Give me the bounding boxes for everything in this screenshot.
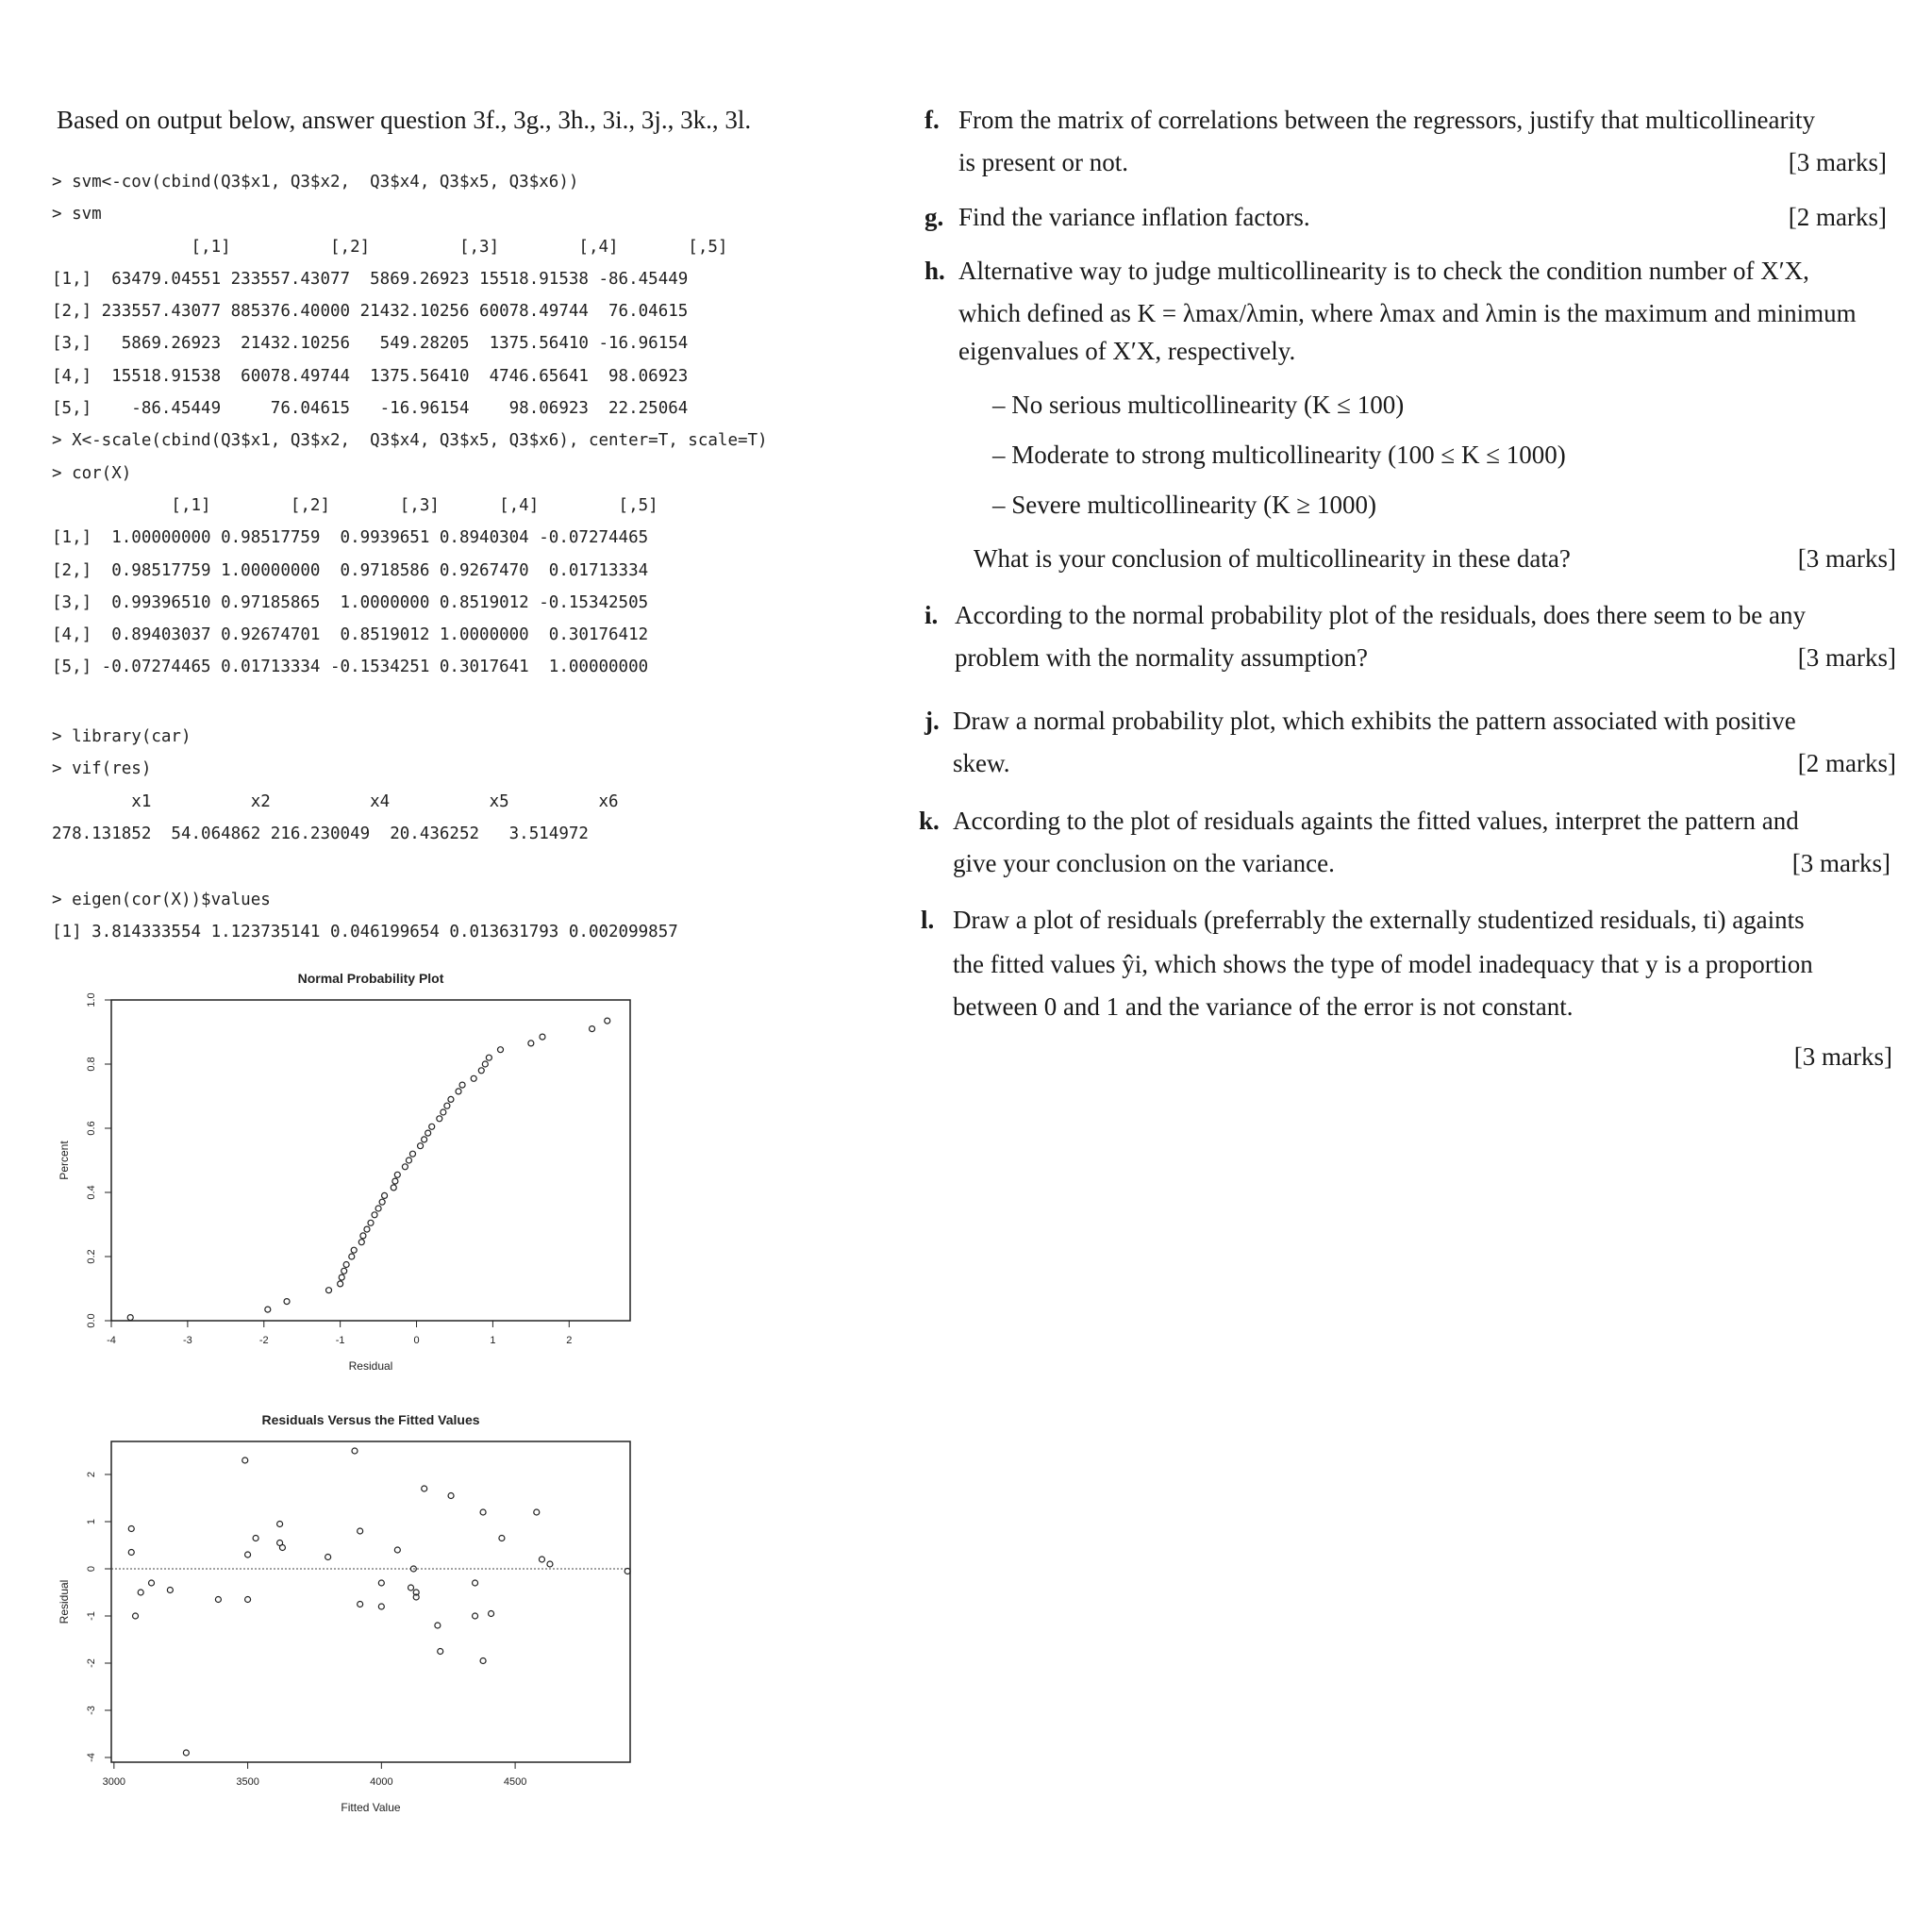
marks-badge: [3 marks] [1797,643,1896,672]
data-point [378,1604,384,1609]
code-eigen-output [52,884,678,949]
question-line: According to the plot of residuals againts the fitted values, interpret the pattern and [953,807,1799,835]
data-point [351,1247,357,1253]
data-point [133,1613,139,1619]
code-line: [3,] 5869.26923 21432.10256 549.28205 1375.56410 -16.96154 [52,334,689,354]
data-point [459,1082,465,1088]
code-line: [1,] 63479.04551 233557.43077 5869.26923 15518.91538 -86.45449 [52,269,689,289]
data-point [605,1018,610,1024]
data-point [528,1041,534,1046]
code-line: > svm [52,205,102,225]
y-tick-label: 2 [86,1471,97,1478]
code-line: > library(car) [52,727,192,746]
question-line: Find the variance inflation factors. [958,203,1310,231]
data-point [480,1658,486,1664]
plot-frame [111,1441,630,1762]
x-tick-label: 3000 [102,1776,126,1788]
question-j [924,700,1906,794]
multicollinearity-criteria [992,384,1566,534]
y-tick-label: 0 [86,1565,97,1573]
question-line: From the matrix of correlations between the regressors, justify that multicollinearity [958,106,1816,134]
criterion-item: – Severe multicollinearity (K ≥ 1000) [992,491,1376,519]
code-line: [1,] 1.00000000 0.98517759 0.9939651 0.8940304 -0.07274465 [52,528,649,548]
x-axis-label: Fitted Value [341,1801,401,1814]
x-tick-label: 0 [413,1335,420,1346]
data-point [394,1547,400,1553]
code-cov-output [52,166,768,684]
question-line: Draw a normal probability plot, which exhibits the pattern associated with positive [953,707,1796,735]
question-line: According to the normal probability plot of the residuals, does there seem to be any [955,601,1807,629]
data-point [406,1158,411,1163]
intro-text: Based on output below, answer question 3f., 3g., 3h., 3i., 3j., 3k., 3l. [57,106,752,134]
code-line: > eigen(cor(X))$values [52,891,271,909]
marks-badge: [3 marks] [1793,1042,1892,1071]
code-line: > vif(res) [52,759,152,779]
data-point [391,1185,396,1191]
data-point [448,1096,454,1102]
data-point [540,1034,545,1040]
question-label: h. [924,257,945,285]
data-point [473,1580,478,1586]
data-point [438,1649,443,1655]
data-point [375,1206,381,1211]
y-tick-label: 1.0 [86,992,97,1008]
question-k [919,800,1906,894]
question-label: j. [924,707,940,735]
data-point [478,1068,484,1074]
x-axis-label: Residual [348,1359,393,1373]
code-line: > svm<-cov(cbind(Q3$x1, Q3$x2, Q3$x4, Q3$x5, Q3$x6)) [52,173,579,192]
data-point [425,1130,431,1136]
plot-frame [111,1000,630,1321]
data-point [358,1602,363,1607]
chart-title: Normal Probability Plot [297,971,444,986]
x-tick-label: 4000 [370,1776,393,1788]
data-point [498,1047,504,1053]
marks-badge: [2 marks] [1797,749,1896,777]
data-point [277,1522,283,1527]
data-point [368,1220,374,1225]
data-point [138,1590,143,1595]
left-column [0,0,849,1932]
code-line: > X<-scale(cbind(Q3$x1, Q3$x2, Q3$x4, Q3$x5, Q3$x6), center=T, scale=T) [52,431,768,451]
data-point [456,1089,461,1094]
data-point [408,1585,414,1591]
y-tick-label: 0.6 [86,1121,97,1136]
data-point [360,1233,366,1239]
question-line: problem with the normality assumption? [955,643,1368,672]
question-label: f. [924,106,940,134]
data-point [364,1226,370,1232]
chart-title: Residuals Versus the Fitted Values [261,1412,480,1427]
data-point [441,1109,446,1115]
question-line: Draw a plot of residuals (preferrably the externally studentized residuals, ti) againts [953,906,1805,934]
data-point [343,1262,349,1268]
data-point [183,1750,189,1756]
code-line: [5,] -86.45449 76.04615 -16.96154 98.06923 22.25064 [52,399,689,419]
y-axis-label: Percent [58,1141,71,1180]
data-point [245,1597,251,1603]
data-point [448,1493,454,1499]
criterion-item: – Moderate to strong multicollinearity (100 ≤ K ≤ 1000) [992,441,1566,469]
data-point [284,1299,290,1305]
y-tick-label: -2 [86,1658,97,1668]
data-point [422,1137,427,1142]
data-point [437,1116,442,1122]
y-tick-label: 1 [86,1518,97,1525]
data-point [149,1580,155,1586]
y-tick-label: 0.8 [86,1057,97,1072]
data-point [352,1448,358,1454]
data-point [394,1172,400,1177]
question-h [924,250,1906,580]
normal-probability-plot [47,962,651,1377]
code-line: [,1] [,2] [,3] [,4] [,5] [52,237,728,257]
data-point [429,1124,435,1129]
code-line: [1] 3.814333554 1.123735141 0.046199654 0.013631793 0.002099857 [52,923,678,942]
data-point [326,1288,332,1293]
x-tick-label: 4500 [503,1776,527,1788]
data-point [482,1061,488,1067]
criterion-item: – No serious multicollinearity (K ≤ 100) [992,391,1405,419]
data-point [534,1509,540,1515]
data-point [128,1526,134,1532]
data-point [402,1164,408,1170]
residuals-vs-fitted-plot [47,1404,651,1819]
data-point [338,1281,343,1287]
code-line: [2,] 233557.43077 885376.40000 21432.10256 60078.49744 76.04615 [52,302,689,322]
data-point [215,1597,221,1603]
question-line: skew. [953,749,1010,777]
code-line: [2,] 0.98517759 1.00000000 0.9718586 0.9267470 0.01713334 [52,560,649,580]
data-point [378,1580,384,1586]
data-point [547,1561,553,1567]
data-point [392,1178,398,1184]
question-label: k. [919,807,940,835]
data-point [341,1268,347,1274]
data-point [245,1552,251,1557]
data-point [480,1509,486,1515]
code-line: [,1] [,2] [,3] [,4] [,5] [52,495,658,515]
marks-badge: [3 marks] [1797,544,1896,573]
question-line: give your conclusion on the variance. [953,849,1335,877]
data-point [471,1075,476,1081]
data-point [128,1550,134,1556]
y-tick-label: 0.2 [86,1249,97,1264]
data-point [590,1026,595,1032]
question-line: between 0 and 1 and the variance of the error is not constant. [953,992,1574,1021]
data-point [489,1611,494,1617]
data-point [265,1307,271,1312]
code-line: [4,] 15518.91538 60078.49744 1375.56410 4746.65641 98.06923 [52,366,689,386]
data-point [242,1457,248,1463]
question-line: eigenvalues of X′X, respectively. [958,337,1296,365]
data-point [473,1613,478,1619]
y-tick-label: -3 [86,1706,97,1715]
question-label: g. [924,203,944,231]
data-point [382,1192,388,1198]
question-line: the fitted values ŷi, which shows the type of model inadequacy that y is a proportion [953,950,1813,978]
x-tick-label: -3 [182,1335,192,1346]
x-tick-label: -2 [258,1335,269,1346]
marks-badge: [2 marks] [1788,203,1887,231]
y-tick-label: 0.0 [86,1313,97,1328]
data-point [422,1486,427,1491]
question-line: Alternative way to judge multicollinearity is to check the condition number of X′X, [958,257,1809,285]
data-point [418,1143,424,1149]
y-axis-label: Residual [58,1579,71,1624]
question-i [924,594,1906,689]
y-tick-label: -4 [86,1753,97,1762]
marks-badge: [3 marks] [1788,148,1887,176]
x-tick-label: 2 [566,1335,573,1346]
code-line: 278.131852 54.064862 216.230049 20.436252 3.514972 [52,824,589,843]
data-point [539,1557,544,1562]
x-tick-label: 1 [490,1335,496,1346]
x-tick-label: 3500 [236,1776,259,1788]
code-line: [3,] 0.99396510 0.97185865 1.0000000 0.8519012 -0.15342505 [52,592,649,612]
question-g [924,196,1906,243]
data-point [279,1545,285,1551]
data-point [253,1536,258,1541]
data-point [486,1055,491,1060]
data-point [379,1199,385,1205]
question-line: which defined as K = λmax/λmin, where λmax and λmin is the maximum and minimum [958,299,1857,327]
data-point [358,1528,363,1534]
code-line: > cor(X) [52,463,132,483]
x-tick-label: -4 [107,1335,116,1346]
y-tick-label: -1 [86,1611,97,1621]
code-line: [5,] -0.07274465 0.01713334 -0.1534251 0.3017641 1.00000000 [52,658,649,677]
data-point [499,1536,505,1541]
x-tick-label: -1 [335,1335,345,1346]
data-point [444,1103,450,1108]
data-point [372,1212,377,1218]
data-point [349,1254,355,1259]
data-point [339,1274,344,1280]
question-line: is present or not. [958,148,1128,176]
marks-badge: [3 marks] [1791,849,1890,877]
question-f [924,99,1906,193]
data-point [325,1555,331,1560]
code-line: [4,] 0.89403037 0.92674701 0.8519012 1.0000000 0.30176412 [52,625,649,645]
data-point [167,1588,173,1593]
y-tick-label: 0.4 [86,1185,97,1200]
code-line: x1 x2 x4 x5 x6 [52,791,619,811]
data-point [358,1240,364,1245]
data-point [435,1623,441,1628]
question-line: What is your conclusion of multicollinearity in these data? [974,544,1571,573]
question-label: l. [921,906,935,934]
right-column [906,0,1906,1932]
question-label: i. [924,601,939,629]
data-point [127,1315,133,1321]
data-point [409,1151,415,1157]
code-vif-output [52,721,619,850]
question-l [921,899,1906,1069]
